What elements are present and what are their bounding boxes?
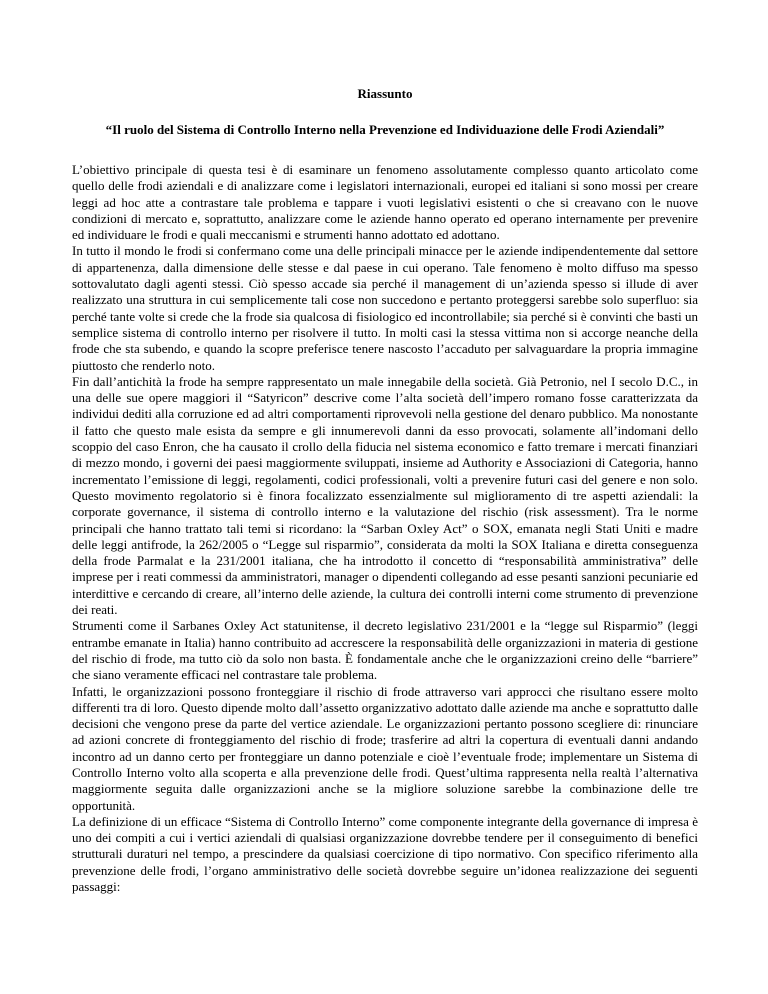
paragraph: La definizione di un efficace “Sistema di Controllo Interno” come componente integrante della governance di impresa è uno dei compiti a cui i vertici aziendali di qualsiasi organizzazione dovrebbe tendere per il conseguimento di benefici strutturali duraturi nel tempo, a prescindere da qualsiasi coercizione di tipo normativo. Con specifico riferimento alla prevenzione delle frodi, l’organo amministrativo delle società dovrebbe seguire un’idonea realizzazione dei seguenti passaggi: [72, 813, 698, 895]
paragraph: In tutto il mondo le frodi si confermano come una delle principali minacce per le aziende indipendentemente dal settore di appartenenza, dalla dimensione delle stesse e dal paese in cui operano. Tale fenomeno è molto diffuso ma spesso sottovalutato dagli agenti stessi. Ciò spesso accade sia perché il management di un’azienda spesso si illude di aver realizzato una struttura in cui semplicemente tali cose non succedono e pertanto proteggersi sarebbe solo superfluo: sia perché tante volte si crede che la frode sia qualcosa di fisiologico ed incontrollabile; sia perché si è convinti che basti un semplice sistema di controllo interno per risolvere il tutto. In molti casi la stessa vittima non si accorge neanche della frode che sta subendo, e quando la scopre preferisce tenere nascosto l’accaduto per salvaguardare la propria immagine piuttosto che renderlo noto. [72, 243, 698, 373]
paragraph: L’obiettivo principale di questa tesi è di esaminare un fenomeno assolutamente complesso quanto articolato come quello delle frodi aziendali e di analizzare come i legislatori internazionali, europei ed italiani si sono mossi per creare leggi ad hoc atte a contrastare tale problema e tappare i vuoti legislativi esistenti o che si creavano con le nuove condizioni di mercato e, soprattutto, analizzare come le aziende hanno operato ed operano internamente per prevenire ed individuare le frodi e quali meccanismi e strumenti hanno adottato ed adottano. [72, 162, 698, 243]
document-page [72, 86, 698, 895]
paragraph: Strumenti come il Sarbanes Oxley Act statunitense, il decreto legislativo 231/2001 e la “legge sul Risparmio” (leggi entrambe emanate in Italia) hanno contribuito ad accrescere la responsabilità delle organizzazioni in materia di gestione del rischio di frode, ma tutto ciò da solo non basta. È fondamentale anche che le organizzazioni creino delle “barriere” che siano veramente efficaci nel contrastare tale problema. [72, 618, 698, 683]
document-subtitle: “Il ruolo del Sistema di Controllo Interno nella Prevenzione ed Individuazione delle Frodi Aziendali” [105, 122, 665, 137]
paragraph: Infatti, le organizzazioni possono fronteggiare il rischio di frode attraverso vari approcci che risultano essere molto differenti tra di loro. Questo dipende molto dall’assetto organizzativo adottato dalle aziende ma anche e soprattutto dalle decisioni che vengono prese da parte del vertice aziendale. Le organizzazioni pertanto possono scegliere di: rinunciare ad azioni concrete di fronteggiamento del rischio di frode; trasferire ad altri la copertura di eventuali danni andando incontro ad un danno certo per fronteggiare un danno potenziale e cioè l’eventuale frode; implementare un Sistema di Controllo Interno volto alla scoperta e alla prevenzione delle frodi. Quest’ultima rappresenta nella realtà l’alternativa maggiormente seguita dalle organizzazioni anche se la migliore soluzione sarebbe la combinazione delle tre opportunità. [72, 683, 698, 813]
paragraph: Fin dall’antichità la frode ha sempre rappresentato un male innegabile della società. Già Petronio, nel I secolo D.C., in una delle sue opere maggiori il “Satyricon” descrive come l’alta società dell’impero romano fosse caratterizzata da individui dediti alla corruzione ed ad altri comportamenti riprovevoli nella gestione del denaro pubblico. Ma nonostante il fatto che questo male esista da sempre e gli innumerevoli danni da esso provocati, solamente all’indomani dello scoppio del caso Enron, che ha causato il crollo della fiducia nel sistema economico e fatto tremare i mercati finanziari di mezzo mondo, i governi dei paesi maggiormente sviluppati, insieme ad Authority e Associazioni di Categoria, hanno incrementato l’emissione di leggi, regolamenti, codici professionali, volti a prevenire futuri casi del genere e non solo. Questo movimento regolatorio si è finora focalizzato essenzialmente sul miglioramento di tre aspetti aziendali: la corporate governance, il sistema di controllo interno e la valutazione del rischio (risk assessment). Tra le norme principali che hanno trattato tali temi si ricordano: la “Sarban Oxley Act” o SOX, emanata negli Stati Uniti e madre delle leggi antifrode, la 262/2005 o “Legge sul risparmio”, considerata da molti la SOX Italiana e diretta conseguenza della frode Parmalat e la 231/2001 italiana, che ha introdotto il concetto di “responsabilità amministrativa” delle imprese per i reati commessi da amministratori, manager o dipendenti collegando ad esse pesanti sanzioni pecuniarie ed interdittive e cercando di creare, all’interno delle aziende, la cultura dei controlli interni come strumento di prevenzione dei reati. [72, 373, 698, 618]
document-title: Riassunto [357, 86, 413, 101]
